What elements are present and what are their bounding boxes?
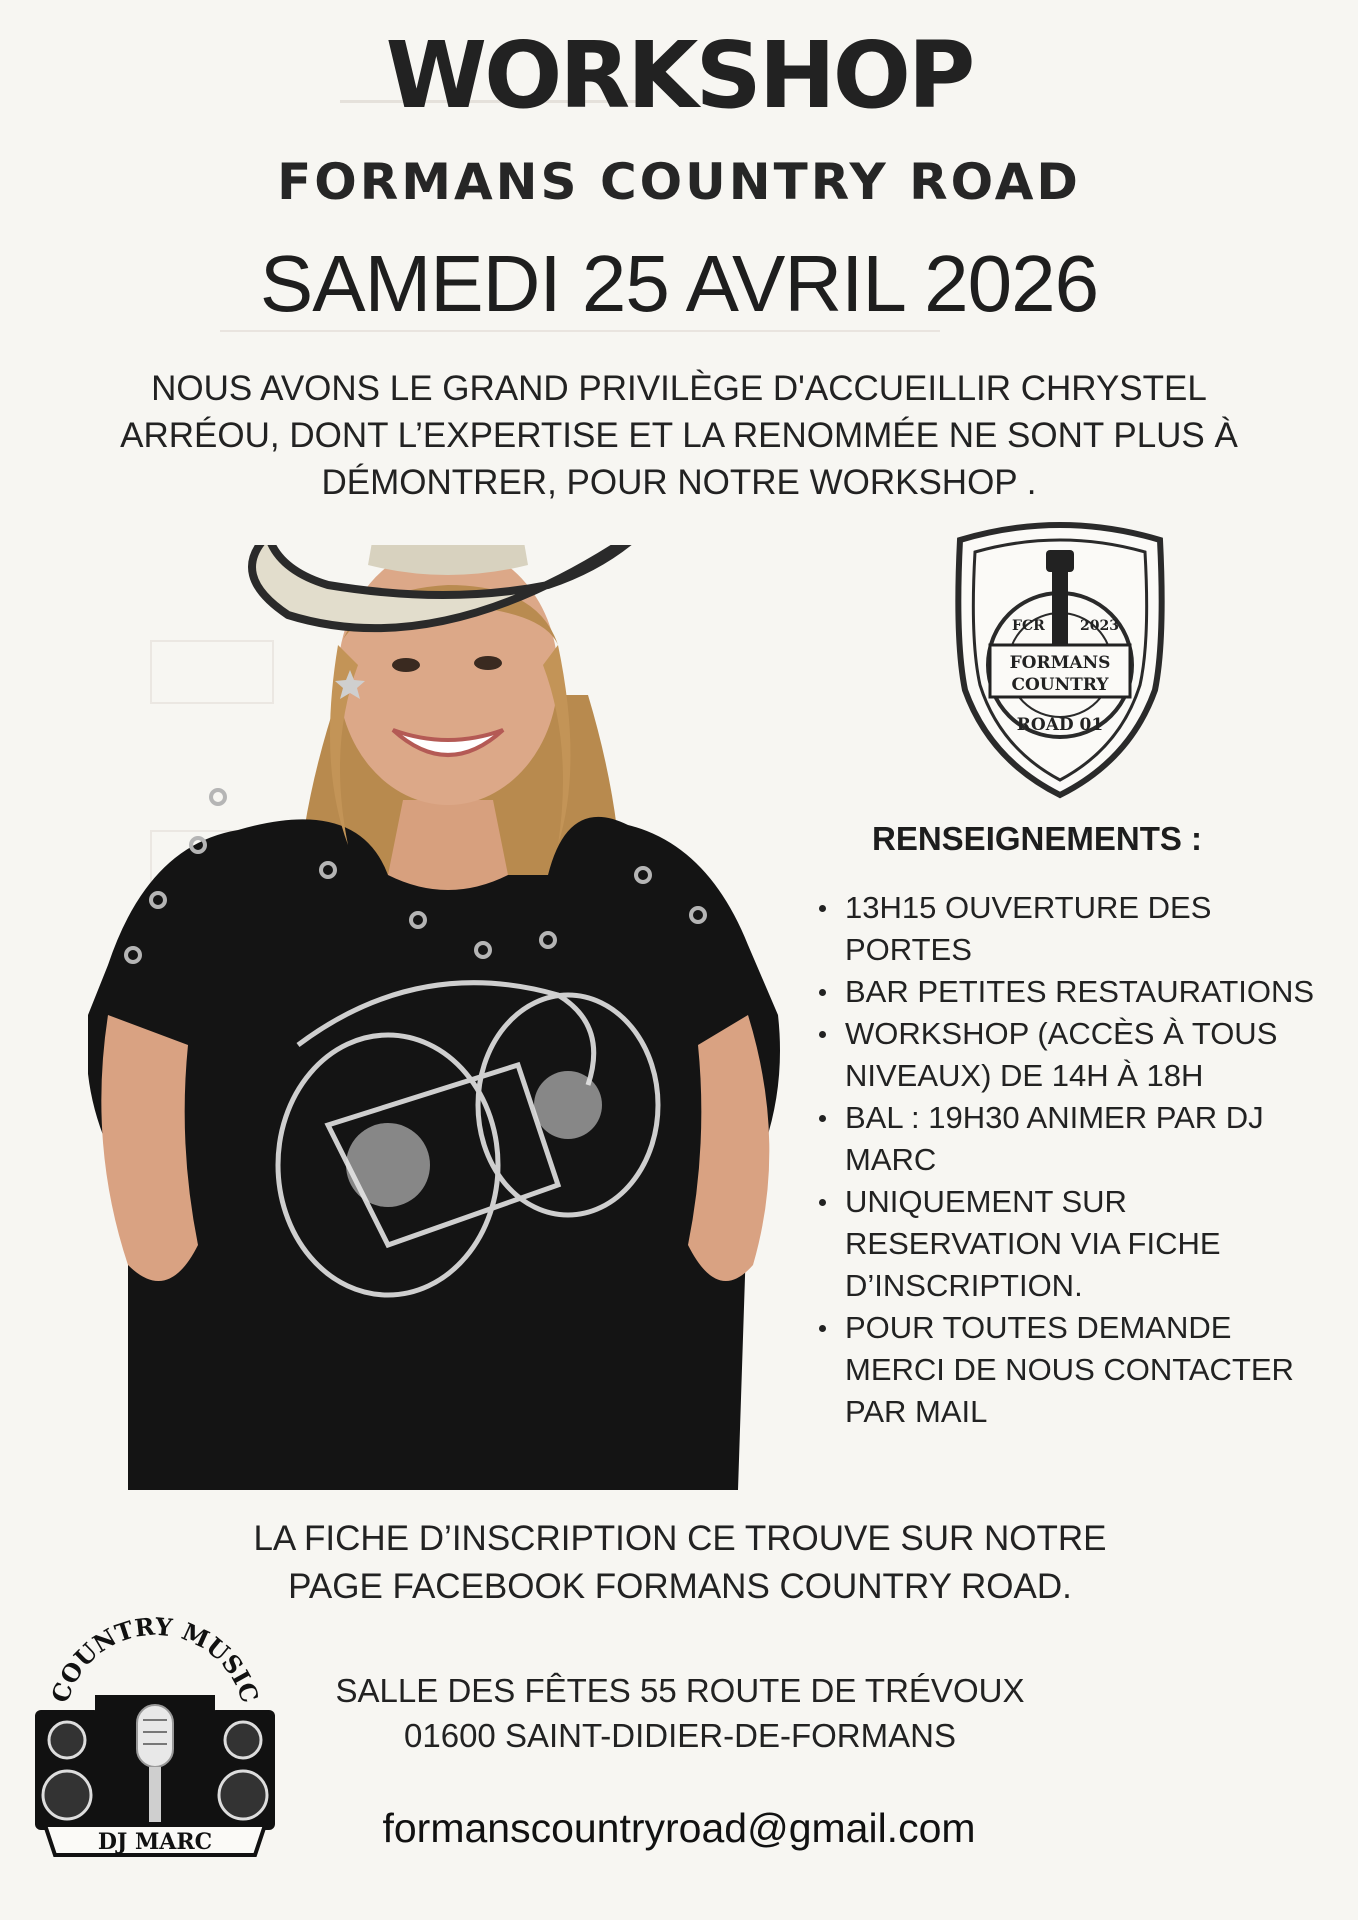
badge-year: 2023 [1080, 618, 1119, 634]
event-date: SAMEDI 25 AVRIL 2026 [259, 239, 1099, 328]
address-line: SALLE DES FÊTES 55 ROUTE DE TRÉVOUX [335, 1672, 1025, 1709]
list-item-line: BAR PETITES RESTAURATIONS [845, 974, 1315, 1009]
list-item-line: 13H15 OUVERTURE DES [845, 890, 1212, 925]
info-list [812, 887, 1332, 1433]
registration-line: PAGE FACEBOOK FORMANS COUNTRY ROAD. [288, 1567, 1072, 1606]
info-heading: RENSEIGNEMENTS : [872, 820, 1203, 857]
contact-email: formanscountryroad@gmail.com [382, 1805, 976, 1851]
list-item-line: WORKSHOP (ACCÈS À TOUS [845, 1016, 1278, 1051]
list-item [812, 887, 1332, 971]
list-item [812, 1097, 1332, 1181]
intro-line: DÉMONTRER, POUR NOTRE WORKSHOP . [321, 463, 1037, 502]
list-item [812, 971, 1332, 1013]
dj-logo-top-path: COUNTRY MUSIC [45, 1611, 265, 1707]
list-item-line: NIVEAUX) DE 14H À 18H [845, 1058, 1204, 1093]
club-name: FORMANS COUNTRY ROAD [277, 153, 1081, 211]
intro-text [100, 365, 1258, 506]
list-item [812, 1307, 1332, 1433]
intro-line: NOUS AVONS LE GRAND PRIVILÈGE D'ACCUEILLIR CHRYSTEL [151, 369, 1207, 408]
instructor-photo [88, 545, 808, 1490]
registration-note [180, 1515, 1180, 1611]
address-line: 01600 SAINT-DIDIER-DE-FORMANS [404, 1717, 956, 1754]
intro-line: ARRÉOU, DONT L’EXPERTISE ET LA RENOMMÉE NE SONT PLUS À [120, 416, 1238, 455]
venue-address [280, 1668, 1080, 1758]
list-item-line: PORTES [845, 932, 972, 967]
registration-line: LA FICHE D’INSCRIPTION CE TROUVE SUR NOTRE [253, 1519, 1107, 1558]
badge-road: ROAD 01 [1016, 715, 1104, 735]
club-badge-logo [940, 520, 1180, 800]
badge-name-line2: COUNTRY [1011, 675, 1109, 695]
badge-name-line1: FORMANS [1009, 653, 1111, 673]
list-item-line: MERCI DE NOUS CONTACTER [845, 1352, 1294, 1387]
list-item-line: UNIQUEMENT SUR [845, 1184, 1127, 1219]
list-item-line: PAR MAIL [845, 1394, 988, 1429]
list-item-line: D’INSCRIPTION. [845, 1268, 1083, 1303]
list-item [812, 1013, 1332, 1097]
list-item-line: BAL : 19H30 ANIMER PAR DJ [845, 1100, 1264, 1135]
list-item-line: RESERVATION VIA FICHE [845, 1226, 1221, 1261]
page-title: WORKSHOP [385, 22, 973, 129]
badge-fcr: FCR [1012, 618, 1045, 634]
list-item-line: POUR TOUTES DEMANDE [845, 1310, 1232, 1345]
list-item [812, 1181, 1332, 1307]
list-item-line: MARC [845, 1142, 937, 1177]
show-through-artifact [220, 330, 940, 332]
dj-logo-top-text [45, 1611, 265, 1706]
dj-logo-bottom-text: DJ MARC [97, 1829, 213, 1855]
